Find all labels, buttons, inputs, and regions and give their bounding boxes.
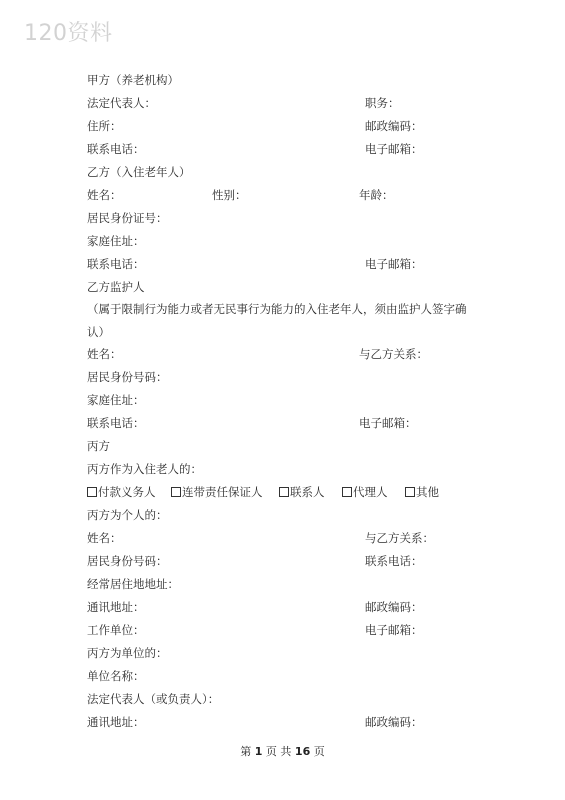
option-label: 联系人: [290, 485, 325, 499]
party-b-heading: 乙方（入住老年人）: [87, 165, 191, 179]
page-footer: [0, 743, 565, 759]
employer-label: 工作单位：: [87, 623, 145, 637]
party-b-name-row: [87, 186, 487, 204]
role-label: 丙方作为入住老人的：: [87, 462, 202, 476]
phone-label: 联系电话：: [87, 416, 145, 430]
id-number-label: 居民身份证号：: [87, 211, 168, 225]
phone-label: 联系电话：: [365, 554, 423, 568]
party-a-contact-row: [87, 140, 487, 158]
org-name-row: [87, 667, 487, 685]
mail-address-label: 通讯地址：: [87, 600, 145, 614]
org-mail-row: [87, 713, 487, 731]
checkbox-icon: [87, 487, 97, 497]
address-label: 住所：: [87, 119, 122, 133]
footer-middle: 页 共: [265, 745, 292, 758]
home-address-label: 家庭住址：: [87, 234, 145, 248]
guardian-heading-row: [87, 278, 487, 296]
mail-address-label: 通讯地址：: [87, 715, 145, 729]
phone-label: 联系电话：: [87, 142, 145, 156]
individual-label: 丙方为个人的：: [87, 508, 168, 522]
id-number-label: 居民身份号码：: [87, 370, 168, 384]
option-label: 其他: [416, 485, 439, 499]
party-b-heading-row: [87, 163, 487, 181]
party-c-id-row: [87, 552, 487, 570]
party-b-id-row: [87, 209, 487, 227]
party-c-employer-row: [87, 621, 487, 639]
legal-rep-label: 法定代表人：: [87, 96, 156, 110]
email-label: 电子邮箱：: [359, 416, 417, 430]
email-label: 电子邮箱：: [365, 623, 423, 637]
id-number-label: 居民身份号码：: [87, 554, 168, 568]
relation-label: 与乙方关系：: [359, 347, 428, 361]
party-c-residence-row: [87, 575, 487, 593]
name-label: 姓名：: [87, 188, 122, 202]
postcode-label: 邮政编码：: [365, 715, 423, 729]
page-number: 1: [254, 745, 263, 758]
individual-heading-row: [87, 506, 487, 524]
residence-label: 经常居住地地址：: [87, 577, 179, 591]
watermark-logo: 120资料: [24, 21, 113, 46]
guardian-note: （属于限制行为能力或者无民事行为能力的入住老年人，须由监护人签字确认）: [87, 302, 467, 339]
gender-label: 性别：: [212, 188, 247, 202]
footer-suffix: 页: [313, 745, 325, 758]
option-other[interactable]: [405, 483, 439, 501]
guardian-heading: 乙方监护人: [87, 280, 145, 294]
email-label: 电子邮箱：: [365, 257, 423, 271]
guardian-name-row: [87, 345, 487, 363]
party-c-role-row: [87, 460, 487, 478]
email-label: 电子邮箱：: [365, 142, 423, 156]
org-label: 丙方为单位的：: [87, 646, 168, 660]
party-b-contact-row: [87, 255, 487, 273]
party-c-heading: 丙方: [87, 439, 110, 453]
option-payer[interactable]: [87, 483, 156, 501]
checkbox-icon: [171, 487, 181, 497]
guardian-id-row: [87, 368, 487, 386]
org-legal-rep-row: [87, 690, 487, 708]
option-agent[interactable]: [342, 483, 388, 501]
party-a-legal-rep-row: [87, 94, 487, 112]
phone-label: 联系电话：: [87, 257, 145, 271]
footer-prefix: 第: [240, 745, 252, 758]
party-a-heading-row: [87, 71, 487, 89]
page-total: 16: [294, 745, 311, 758]
position-label: 职务：: [365, 96, 400, 110]
checkbox-icon: [405, 487, 415, 497]
age-label: 年龄：: [359, 188, 394, 202]
home-address-label: 家庭住址：: [87, 393, 145, 407]
party-a-heading: 甲方（养老机构）: [87, 73, 179, 87]
party-c-name-row: [87, 529, 487, 547]
name-label: 姓名：: [87, 347, 122, 361]
postcode-label: 邮政编码：: [365, 600, 423, 614]
org-heading-row: [87, 644, 487, 662]
party-c-mail-row: [87, 598, 487, 616]
option-label: 付款义务人: [98, 485, 156, 499]
org-legal-rep-label: 法定代表人（或负责人）：: [87, 692, 220, 706]
party-c-heading-row: [87, 437, 487, 455]
checkbox-icon: [279, 487, 289, 497]
postcode-label: 邮政编码：: [365, 119, 423, 133]
party-a-address-row: [87, 117, 487, 135]
option-label: 连带责任保证人: [182, 485, 263, 499]
guardian-home-row: [87, 391, 487, 409]
option-guarantor[interactable]: [171, 483, 263, 501]
org-name-label: 单位名称：: [87, 669, 145, 683]
party-b-home-row: [87, 232, 487, 250]
checkbox-icon: [342, 487, 352, 497]
name-label: 姓名：: [87, 531, 122, 545]
option-label: 代理人: [353, 485, 388, 499]
option-contact[interactable]: [279, 483, 325, 501]
relation-label: 与乙方关系：: [365, 531, 434, 545]
guardian-contact-row: [87, 414, 487, 432]
